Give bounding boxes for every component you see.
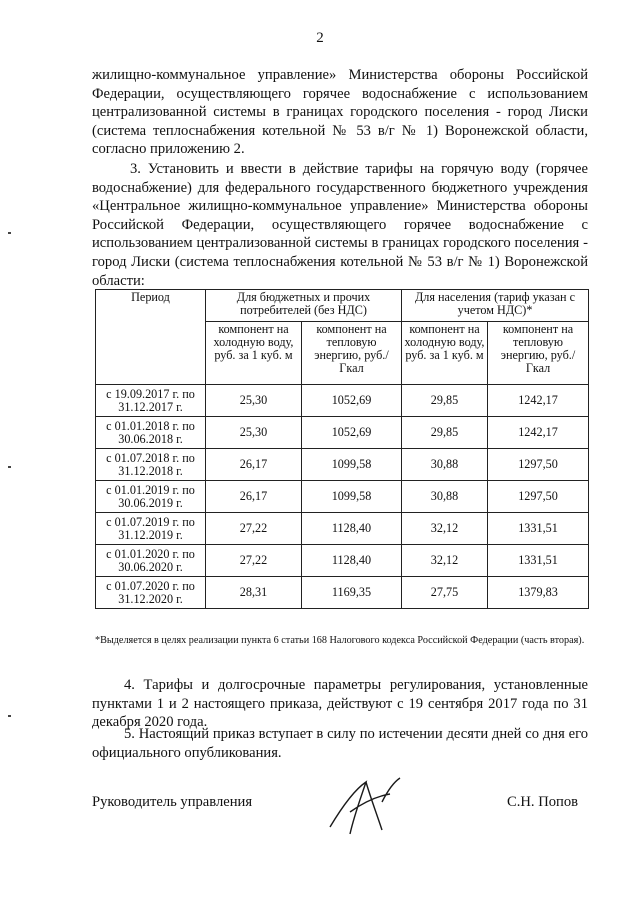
signer-name: С.Н. Попов — [507, 794, 579, 810]
period-cell: с 01.01.2019 г. по 30.06.2019 г. — [96, 481, 206, 513]
tariff-table — [95, 289, 589, 609]
budget-cold-cell: 26,17 — [206, 481, 302, 513]
subheader-budget-cold-water: компонент на холодную воду, руб. за 1 куб. м — [206, 322, 302, 385]
budget-heat-cell: 1099,58 — [302, 449, 402, 481]
scan-mark — [8, 715, 11, 717]
footnote: *Выделяется в целях реализации пункта 6 статьи 168 Налогового кодекса Российской Федерации (часть вторая). — [95, 635, 585, 646]
period-cell: с 01.01.2020 г. по 30.06.2020 г. — [96, 545, 206, 577]
budget-heat-cell: 1052,69 — [302, 417, 402, 449]
header-period: Период — [96, 290, 206, 385]
signature-image — [320, 772, 410, 842]
budget-cold-cell: 25,30 — [206, 385, 302, 417]
population-heat-cell: 1297,50 — [488, 449, 589, 481]
table-row — [96, 385, 589, 417]
population-cold-cell: 27,75 — [402, 577, 488, 609]
population-cold-cell: 29,85 — [402, 417, 488, 449]
population-cold-cell: 32,12 — [402, 545, 488, 577]
table-row — [96, 417, 589, 449]
header-budget: Для бюджетных и прочих потребителей (без НДС) — [206, 290, 402, 322]
subheader-budget-thermal: компонент на тепловую энергию, руб./Гкал — [302, 322, 402, 385]
table-row — [96, 449, 589, 481]
period-cell: с 01.07.2019 г. по 31.12.2019 г. — [96, 513, 206, 545]
signer-title: Руководитель управления — [92, 794, 253, 810]
period-cell: с 01.01.2018 г. по 30.06.2018 г. — [96, 417, 206, 449]
budget-heat-cell: 1052,69 — [302, 385, 402, 417]
paragraph-3: 3. Установить и ввести в действие тарифы на горячую воду (горячее водоснабжение) для федерального государственного бюджетного учреждения «Центральное жилищно-коммунальное управление» Министерства обороны Российской Федерации, осуществляющего горячее водоснабжение с использованием централизованной системы в границах городского поселения - город Лиски (система теплоснабжения котельной № 53 в/г № 1) Воронежской области: — [92, 161, 588, 289]
period-cell: с 19.09.2017 г. по 31.12.2017 г. — [96, 385, 206, 417]
paragraph-4: 4. Тарифы и долгосрочные параметры регулирования, установленные пунктами 1 и 2 настоящего приказа, действуют с 19 сентября 2017 года по 31 декабря 2020 года. — [92, 677, 588, 731]
budget-heat-cell: 1128,40 — [302, 513, 402, 545]
period-cell: с 01.07.2020 г. по 31.12.2020 г. — [96, 577, 206, 609]
budget-heat-cell: 1169,35 — [302, 577, 402, 609]
scan-mark — [8, 232, 11, 234]
budget-cold-cell: 28,31 — [206, 577, 302, 609]
table-row — [96, 513, 589, 545]
population-heat-cell: 1242,17 — [488, 417, 589, 449]
population-heat-cell: 1297,50 — [488, 481, 589, 513]
population-cold-cell: 29,85 — [402, 385, 488, 417]
page-number: 2 — [316, 30, 324, 46]
table-row — [96, 545, 589, 577]
paragraph-1: жилищно-коммунальное управление» Министерства обороны Российской Федерации, осуществляющего горячее водоснабжение с использованием централизованной системы в границах городского поселения - город Лиски (система теплоснабжения котельной № 53 в/г № 1) Воронежской области, согласно приложению 2. — [92, 67, 588, 158]
population-cold-cell: 30,88 — [402, 481, 488, 513]
budget-cold-cell: 26,17 — [206, 449, 302, 481]
paragraph-5: 5. Настоящий приказ вступает в силу по истечении десяти дней со дня его официального опубликования. — [92, 726, 588, 761]
population-heat-cell: 1331,51 — [488, 545, 589, 577]
population-heat-cell: 1379,83 — [488, 577, 589, 609]
table-row — [96, 481, 589, 513]
population-cold-cell: 32,12 — [402, 513, 488, 545]
budget-heat-cell: 1099,58 — [302, 481, 402, 513]
subheader-population-cold-water: компонент на холодную воду, руб. за 1 куб. м — [402, 322, 488, 385]
population-heat-cell: 1331,51 — [488, 513, 589, 545]
population-heat-cell: 1242,17 — [488, 385, 589, 417]
budget-cold-cell: 27,22 — [206, 513, 302, 545]
budget-cold-cell: 25,30 — [206, 417, 302, 449]
period-cell: с 01.07.2018 г. по 31.12.2018 г. — [96, 449, 206, 481]
subheader-population-thermal: компонент на тепловую энергию, руб./Гкал — [488, 322, 589, 385]
budget-heat-cell: 1128,40 — [302, 545, 402, 577]
budget-cold-cell: 27,22 — [206, 545, 302, 577]
header-population: Для населения (тариф указан с учетом НДС)* — [402, 290, 589, 322]
table-row — [96, 577, 589, 609]
population-cold-cell: 30,88 — [402, 449, 488, 481]
scan-mark — [8, 466, 11, 468]
